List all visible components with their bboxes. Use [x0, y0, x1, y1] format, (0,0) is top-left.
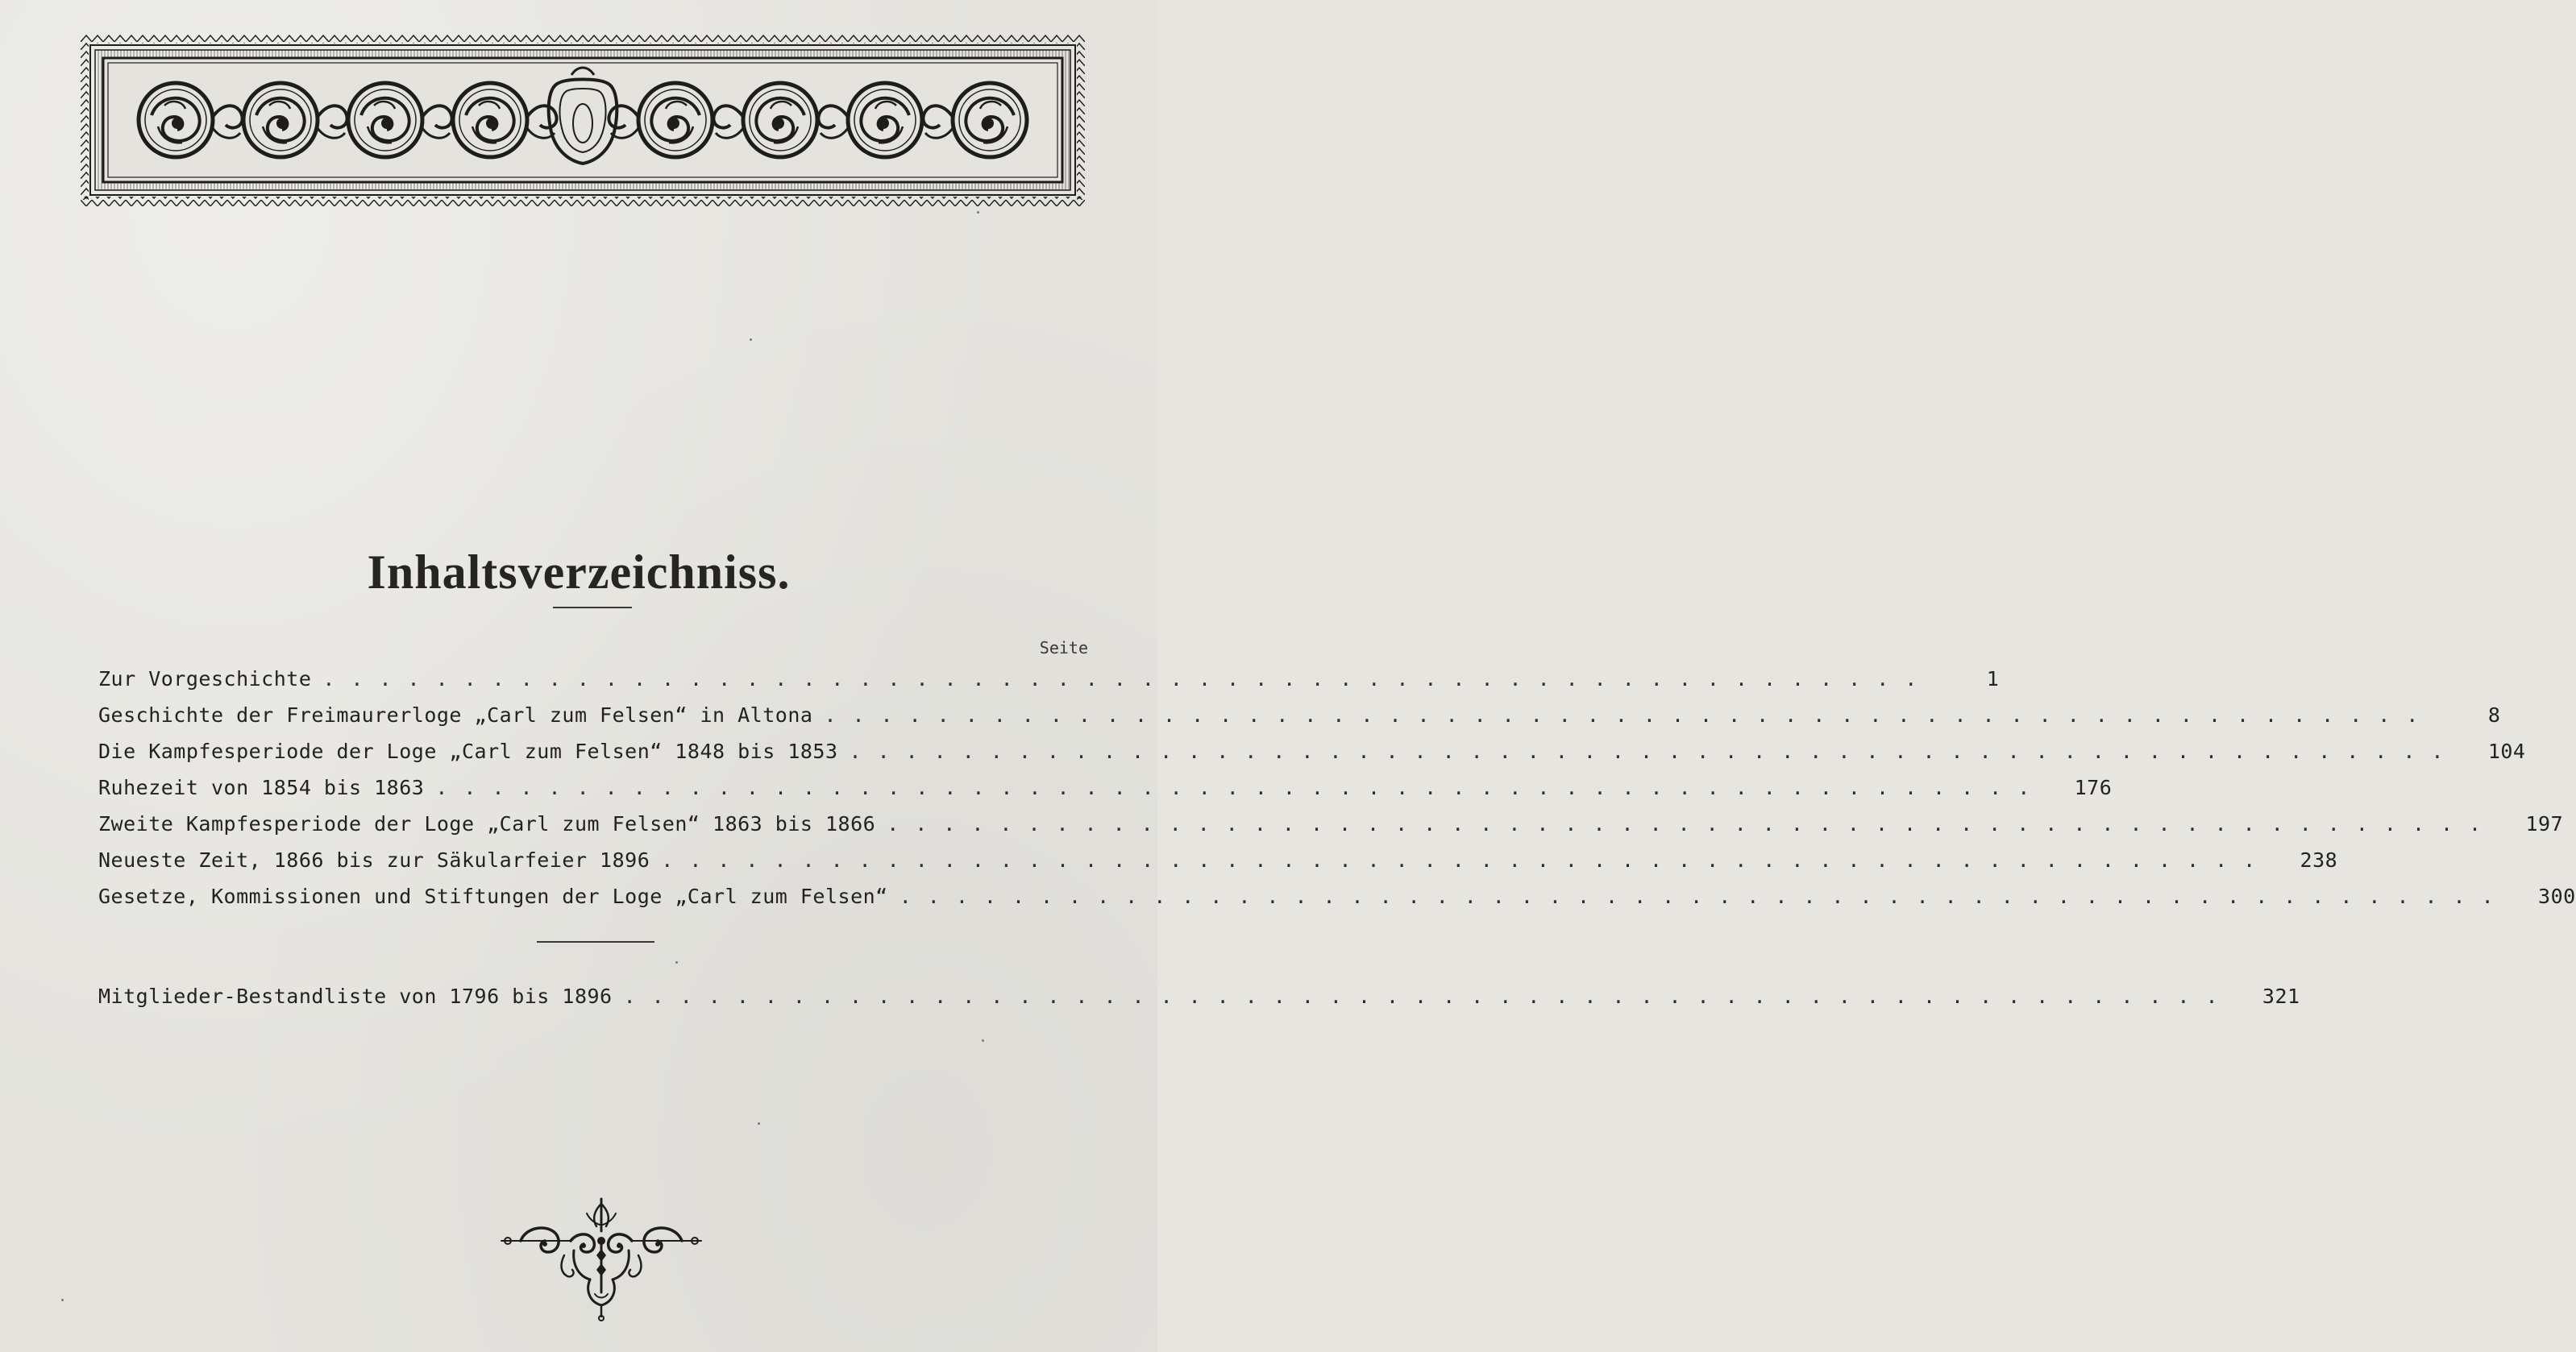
toc-entry-title: Mitglieder-Bestandliste von 1796 bis 1896	[98, 985, 613, 1008]
paper-speck	[750, 338, 752, 341]
toc-entry-title: Neueste Zeit, 1866 bis zur Säkularfeier 1896	[98, 848, 650, 872]
dot-leader: .........................................................	[322, 667, 1934, 691]
toc-entry-title: Ruhezeit von 1854 bis 1863	[98, 776, 425, 799]
page-title: Inhaltsverzeichniss.	[367, 545, 791, 599]
appendix-list	[98, 985, 2300, 1021]
toc-entry-title: Die Kampfesperiode der Loge „Carl zum Felsen“ 1848 bis 1853	[98, 740, 838, 763]
toc-entry-page: 321	[2262, 985, 2300, 1008]
toc-entry-title: Geschichte der Freimaurerloge „Carl zum Felsen“ in Altona	[98, 703, 813, 727]
toc-entry	[98, 848, 2338, 885]
dot-leader: .........................................................	[849, 740, 2460, 763]
page-column-label: Seite	[1039, 638, 1088, 657]
table-of-contents	[98, 667, 2576, 921]
toc-entry	[98, 812, 2564, 848]
section-rule	[537, 941, 654, 943]
toc-entry	[98, 776, 2113, 812]
dot-leader: .........................................................	[824, 703, 2435, 727]
toc-entry	[98, 885, 2576, 921]
toc-entry-page: 8	[2487, 703, 2501, 727]
toc-entry	[98, 740, 2526, 776]
dot-leader: .........................................................	[887, 812, 2498, 836]
dot-leader: .........................................................	[623, 985, 2234, 1008]
toc-entry-title: Zur Vorgeschichte	[98, 667, 312, 691]
toc-entry-title: Zweite Kampfesperiode der Loge „Carl zum Felsen“ 1863 bis 1866	[98, 812, 876, 836]
toc-entry-page: 104	[2487, 740, 2526, 763]
paper-speck	[977, 211, 979, 214]
header-ornament	[81, 34, 1085, 206]
toc-entry	[98, 985, 2300, 1021]
paper-speck	[982, 1039, 984, 1042]
toc-entry-page: 300	[2538, 885, 2576, 908]
dot-leader: .........................................................	[661, 848, 2272, 872]
toc-entry-page: 1	[1986, 667, 2000, 691]
dot-leader: .........................................................	[435, 776, 2046, 799]
toc-entry	[98, 667, 2000, 703]
paper-speck	[675, 961, 678, 964]
paper-speck	[61, 1299, 64, 1301]
toc-entry-page: 197	[2525, 812, 2564, 836]
dot-leader: .........................................................	[899, 885, 2510, 908]
toc-entry-title: Gesetze, Kommissionen und Stiftungen der Loge „Carl zum Felsen“	[98, 885, 888, 908]
title-rule	[553, 607, 632, 608]
toc-entry	[98, 703, 2501, 740]
toc-entry-page: 238	[2300, 848, 2338, 872]
toc-entry-page: 176	[2074, 776, 2113, 799]
paper-speck	[758, 1122, 760, 1125]
footer-ornament	[497, 1196, 706, 1321]
